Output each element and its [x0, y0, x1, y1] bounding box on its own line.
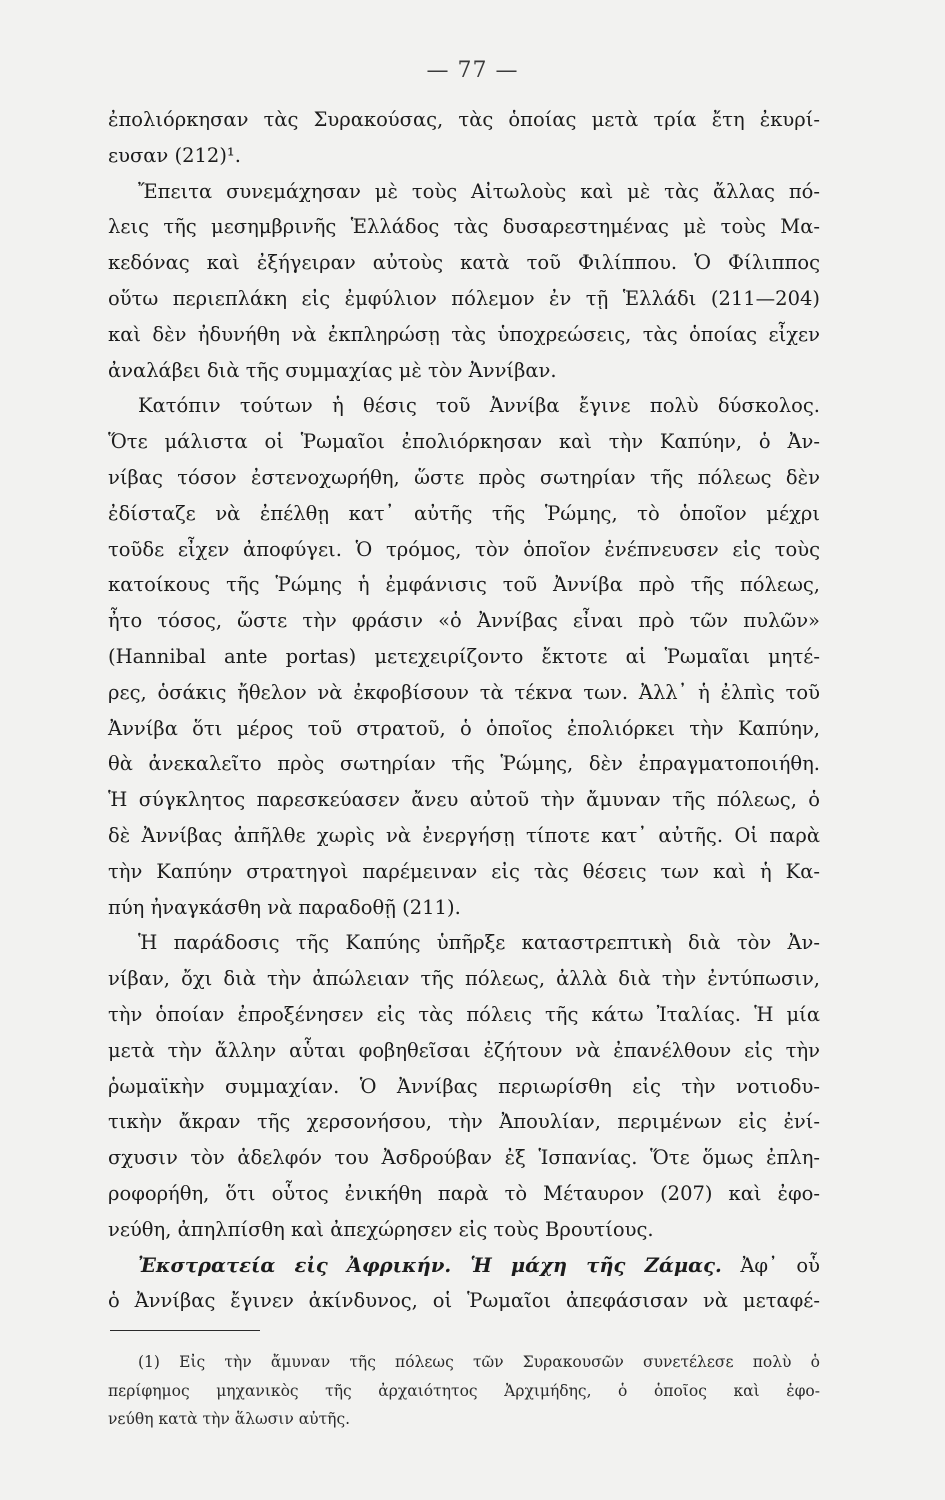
text-line: νίβας τόσον ἐστενοχωρήθη, ὥστε πρὸς σωτηρίαν τῆς πόλεως δὲν	[108, 465, 820, 489]
text-line: Ἡ παράδοσις τῆς Καπύης ὑπῆρξε καταστρεπτικὴ διὰ τὸν Ἀν-	[138, 931, 820, 955]
text-line: σχυσιν τὸν ἀδελφόν του Ἀσδρούβαν ἐξ Ἱσπανίας. Ὅτε ὅμως ἐπλη-	[108, 1146, 820, 1170]
footnote-line: νεύθη κατὰ τὴν ἅλωσιν αὐτῆς.	[108, 1410, 351, 1429]
text-line: τικὴν ἄκραν τῆς χερσονήσου, τὴν Ἀπουλίαν, περιμένων εἰς ἐνί-	[108, 1110, 820, 1134]
text-line: Ὅτε μάλιστα οἱ Ῥωμαῖοι ἐπολιόρκησαν καὶ τὴν Καπύην, ὁ Ἀν-	[108, 430, 820, 454]
text-line: μετὰ τὴν ἄλλην αὗται φοβηθεῖσαι ἐζήτουν νὰ ἐπανέλθουν εἰς τὴν	[108, 1038, 820, 1062]
text-line: πύη ἠναγκάσθη νὰ παραδοθῇ (211).	[108, 895, 461, 919]
section-heading: Ἐκστρατεία εἰς Ἀφρικήν. Ἡ μάχη τῆς Ζάμας.	[138, 1253, 722, 1277]
page-number: — 77 —	[426, 58, 519, 83]
body-text	[108, 102, 820, 1319]
text-line: Κατόπιν τούτων ἡ θέσις τοῦ Ἀννίβα ἔγινε πολὺ δύσκολος.	[138, 394, 820, 418]
text-line: ἀναλάβει διὰ τῆς συμμαχίας μὲ τὸν Ἀννίβαν.	[108, 358, 557, 382]
footnote-divider	[110, 1330, 260, 1331]
text-line: τὴν Καπύην στρατηγοὶ παρέμειναν εἰς τὰς θέσεις των καὶ ἡ Κα-	[108, 859, 820, 883]
text-line: ῥωμαϊκὴν συμμαχίαν. Ὁ Ἀννίβας περιωρίσθη εἰς τὴν νοτιοδυ-	[108, 1074, 820, 1098]
text-line: ευσαν (212)¹.	[108, 143, 241, 167]
text-line: Ἔπειτα συνεμάχησαν μὲ τοὺς Αἰτωλοὺς καὶ μὲ τὰς ἄλλας πό-	[138, 179, 820, 203]
text-line: Ἀννίβα ὅτι μέρος τοῦ στρατοῦ, ὁ ὁποῖος ἐπολιόρκει τὴν Καπύην,	[108, 716, 820, 740]
text-line: νεύθη, ἀπηλπίσθη καὶ ἀπεχώρησεν εἰς τοὺς Βρουτίους.	[108, 1217, 654, 1241]
text-line: τὴν ὁποίαν ἐπροξένησεν εἰς τὰς πόλεις τῆς κάτω Ἰταλίας. Ἡ μία	[108, 1002, 820, 1026]
footnotes	[108, 1348, 820, 1434]
text-line: ρες, ὁσάκις ἤθελον νὰ ἐκφοβίσουν τὰ τέκνα των. Ἀλλ᾽ ἡ ἐλπὶς τοῦ	[108, 680, 820, 704]
text-line: καὶ δὲν ἠδυνήθη νὰ ἐκπληρώσῃ τὰς ὑποχρεώσεις, τὰς ὁποίας εἶχεν	[108, 322, 820, 346]
text-line: ἦτο τόσος, ὥστε τὴν φράσιν «ὁ Ἀννίβας εἶναι πρὸ τῶν πυλῶν»	[108, 609, 820, 633]
text-line: Ἡ σύγκλητος παρεσκεύασεν ἄνευ αὐτοῦ τὴν ἄμυναν τῆς πόλεως, ὁ	[108, 788, 820, 812]
text-line: θὰ ἀνεκαλεῖτο πρὸς σωτηρίαν τῆς Ῥώμης, δὲν ἐπραγματοποιήθη.	[108, 752, 820, 776]
text-line: δὲ Ἀννίβας ἀπῆλθε χωρὶς νὰ ἐνεργήσῃ τίποτε κατ᾽ αὐτῆς. Οἱ παρὰ	[108, 823, 820, 847]
text-line: ροφορήθη, ὅτι οὗτος ἐνικήθη παρὰ τὸ Μέταυρον (207) καὶ ἐφο-	[108, 1181, 820, 1205]
section-heading-line	[108, 1248, 820, 1284]
text-line: ὁ Ἀννίβας ἔγινεν ἀκίνδυνος, οἱ Ῥωμαῖοι ἀπεφάσισαν νὰ μεταφέ-	[108, 1289, 820, 1313]
text-line: τοῦδε εἶχεν ἀποφύγει. Ὁ τρόμος, τὸν ὁποῖον ἐνέπνευσεν εἰς τοὺς	[108, 537, 820, 561]
text-line: νίβαν, ὄχι διὰ τὴν ἀπώλειαν τῆς πόλεως, ἀλλὰ διὰ τὴν ἐντύπωσιν,	[108, 967, 820, 991]
text-line: κεδόνας καὶ ἐξήγειραν αὐτοὺς κατὰ τοῦ Φιλίππου. Ὁ Φίλιππος	[108, 251, 820, 275]
text-line: (Hannibal ante portas) μετεχειρίζοντο ἔκτοτε αἱ Ῥωμαῖαι μητέ-	[108, 644, 820, 668]
text-line-continuation: Ἀφ᾽ οὗ	[721, 1253, 820, 1277]
text-line: κατοίκους τῆς Ῥώμης ἡ ἐμφάνισις τοῦ Ἀννίβα πρὸ τῆς πόλεως,	[108, 573, 820, 597]
footnote-line: περίφημος μηχανικὸς τῆς ἀρχαιότητος Ἀρχιμήδης, ὁ ὁποῖος καὶ ἐφο-	[108, 1381, 820, 1400]
text-line: ἐδίσταζε νὰ ἐπέλθῃ κατ᾽ αὐτῆς τῆς Ῥώμης, τὸ ὁποῖον μέχρι	[108, 501, 820, 525]
text-line: οὕτω περιεπλάκη εἰς ἐμφύλιον πόλεμον ἐν τῇ Ἑλλάδι (211—204)	[108, 286, 820, 310]
footnote-line: (1) Εἰς τὴν ἄμυναν τῆς πόλεως τῶν Συρακουσῶν συνετέλεσε πολὺ ὁ	[138, 1353, 820, 1371]
text-line: λεις τῆς μεσημβρινῆς Ἑλλάδος τὰς δυσαρεστημένας μὲ τοὺς Μα-	[108, 215, 820, 239]
text-line: ἐπολιόρκησαν τὰς Συρακούσας, τὰς ὁποίας μετὰ τρία ἔτη ἐκυρί-	[108, 108, 820, 131]
